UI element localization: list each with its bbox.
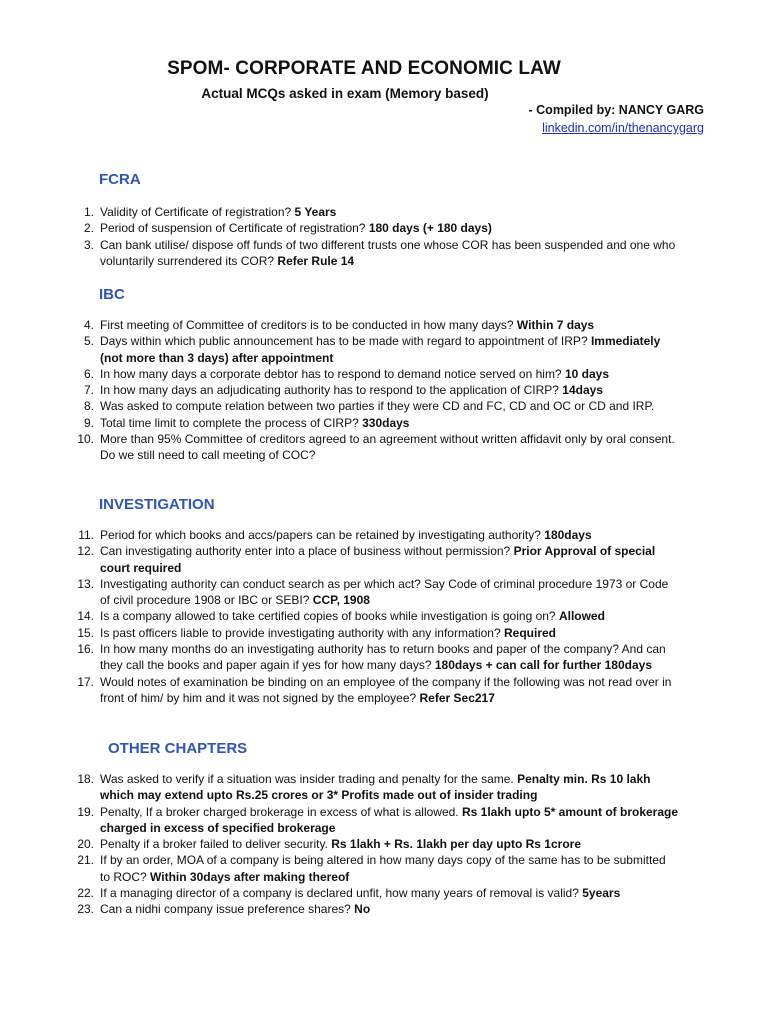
question-item: [70, 836, 678, 852]
question-number: 9.: [83, 415, 94, 430]
question-item: [70, 333, 678, 366]
answer-text: Prior Approval of special court required: [100, 544, 656, 575]
question-text: If by an order, MOA of a company is being altered in how many days copy of the same has to be submitted to ROC?: [100, 853, 666, 884]
question-number: 5.: [83, 334, 94, 349]
question-item: [70, 852, 678, 885]
question-text: Total time limit to complete the process of CIRP?: [100, 415, 363, 430]
answer-text: Within 7 days: [516, 318, 595, 332]
answer-text: Refer Sec217: [419, 690, 495, 705]
question-text: Was asked to compute relation between two parties if they were CD and FC, CD and OC or CD and IRP.: [100, 399, 655, 414]
question-item: [70, 366, 678, 382]
answer-text: Required: [504, 625, 557, 640]
question-list-other-chapters: [70, 771, 678, 918]
answer-text: 5 Years: [294, 205, 337, 219]
question-list-ibc: [70, 317, 678, 464]
section-heading-other-chapters: OTHER CHAPTERS: [108, 740, 248, 757]
question-number: 7.: [83, 383, 94, 398]
question-text: Was asked to verify if a situation was insider trading and penalty for the same.: [100, 772, 518, 786]
answer-text: Rs 1lakh + Rs. 1lakh per day upto Rs 1crore: [331, 837, 581, 852]
question-number: 21.: [77, 853, 94, 868]
question-text: In how many months do an investigating authority has to return books and paper of the company? And can they call the books and paper again if yes for how many days?: [100, 642, 666, 673]
question-list-investigation: [70, 527, 678, 706]
answer-text: Within 30days after making thereof: [150, 869, 350, 884]
question-number: 17.: [77, 674, 94, 689]
question-text: Period of suspension of Certificate of registration?: [100, 221, 369, 236]
question-item: [70, 382, 678, 398]
section-heading-fcra: FCRA: [99, 171, 141, 188]
section-heading-investigation: INVESTIGATION: [99, 496, 215, 513]
question-item: [70, 641, 678, 674]
question-item: [70, 543, 678, 576]
answer-text: 330days: [362, 415, 410, 430]
question-item: [70, 415, 678, 431]
question-number: 13.: [77, 576, 94, 591]
question-item: [70, 204, 678, 220]
question-text: Would notes of examination be binding on an employee of the company if the following was not read over in front of him/ by him and it was not signed by the employee?: [100, 674, 672, 705]
question-text: If a managing director of a company is declared unfit, how many years of removal is valid?: [100, 886, 583, 901]
question-text: In how many days an adjudicating authority has to respond to the application of CIRP?: [100, 383, 563, 398]
question-text: In how many days a corporate debtor has to respond to demand notice served on him?: [100, 366, 565, 381]
answer-text: 5years: [582, 886, 621, 901]
answer-text: Refer Rule 14: [277, 253, 355, 268]
question-text: Can a nidhi company issue preference shares?: [100, 902, 355, 917]
question-item: [70, 608, 678, 624]
question-text: More than 95% Committee of creditors agreed to an agreement without written affidavit only by oral consent. Do we still need to call meeting of COC?: [100, 432, 675, 463]
question-number: 12.: [77, 544, 94, 559]
question-item: [70, 625, 678, 641]
question-number: 1.: [83, 205, 94, 219]
question-text: Can investigating authority enter into a place of business without permission?: [100, 544, 514, 559]
question-number: 23.: [77, 902, 94, 917]
document-subtitle: Actual MCQs asked in exam (Memory based): [201, 86, 489, 101]
question-text: First meeting of Committee of creditors is to be conducted in how many days?: [100, 318, 517, 332]
question-item: [70, 237, 678, 270]
question-text: Penalty if a broker failed to deliver security.: [100, 837, 332, 852]
question-item: [70, 576, 678, 609]
question-text: Days within which public announcement has to be made with regard to appointment of IRP?: [100, 334, 591, 349]
question-item: [70, 771, 678, 804]
question-number: 3.: [83, 237, 94, 252]
question-item: [70, 431, 678, 464]
answer-text: No: [354, 902, 371, 917]
compiled-by-credit: - Compiled by: NANCY GARG: [528, 103, 704, 117]
answer-text: 10 days: [564, 366, 609, 381]
question-item: [70, 901, 678, 917]
question-number: 2.: [83, 221, 94, 236]
question-text: Is a company allowed to take certified copies of books while investigation is going on?: [100, 609, 559, 624]
question-text: Validity of Certificate of registration?: [100, 205, 295, 219]
answer-text: Rs 1lakh upto 5* amount of brokerage charged in excess of specified brokerage: [100, 804, 679, 835]
question-number: 6.: [83, 366, 94, 381]
question-item: [70, 317, 678, 333]
question-text: Period for which books and accs/papers can be retained by investigating authority?: [100, 528, 545, 542]
answer-text: 180days: [544, 528, 592, 542]
question-number: 19.: [77, 804, 94, 819]
question-item: [70, 804, 678, 837]
question-number: 22.: [77, 886, 94, 901]
question-item: [70, 885, 678, 901]
question-item: [70, 674, 678, 707]
question-number: 11.: [78, 528, 94, 542]
question-number: 15.: [77, 625, 94, 640]
question-number: 18.: [77, 772, 94, 786]
question-text: Investigating authority can conduct search as per which act? Say Code of criminal procedure 1973 or Code of civil procedure 1908 or IBC or SEBI?: [100, 576, 669, 608]
question-number: 4.: [83, 318, 94, 332]
answer-text: 14days: [562, 383, 603, 398]
answer-text: 180 days (+ 180 days): [368, 221, 492, 236]
document-title: SPOM- CORPORATE AND ECONOMIC LAW: [167, 58, 561, 79]
question-text: Is past officers liable to provide investigating authority with any information?: [100, 625, 504, 640]
question-item: [70, 527, 678, 543]
question-number: 8.: [83, 399, 94, 414]
answer-text: CCP, 1908: [312, 593, 370, 608]
question-number: 16.: [77, 642, 94, 657]
question-number: 10.: [77, 432, 94, 447]
question-number: 20.: [77, 837, 94, 852]
linkedin-link[interactable]: linkedin.com/in/thenancygarg: [542, 121, 704, 135]
answer-text: Immediately (not more than 3 days) after appointment: [100, 334, 661, 365]
answer-text: Penalty min. Rs 10 lakh which may extend upto Rs.25 crores or 3* Profits made out of insider trading: [100, 772, 651, 803]
question-text: Can bank utilise/ dispose off funds of two different trusts one whose COR has been suspended and one who voluntarily surrendered its COR?: [100, 237, 676, 268]
answer-text: 180days + can call for further 180days: [434, 658, 652, 673]
question-text: Penalty, If a broker charged brokerage in excess of what is allowed.: [100, 804, 462, 819]
question-item: [70, 220, 678, 236]
section-heading-ibc: IBC: [99, 286, 125, 303]
answer-text: Allowed: [558, 609, 605, 624]
question-list-fcra: [70, 204, 678, 269]
question-item: [70, 398, 678, 414]
question-number: 14.: [77, 609, 94, 624]
